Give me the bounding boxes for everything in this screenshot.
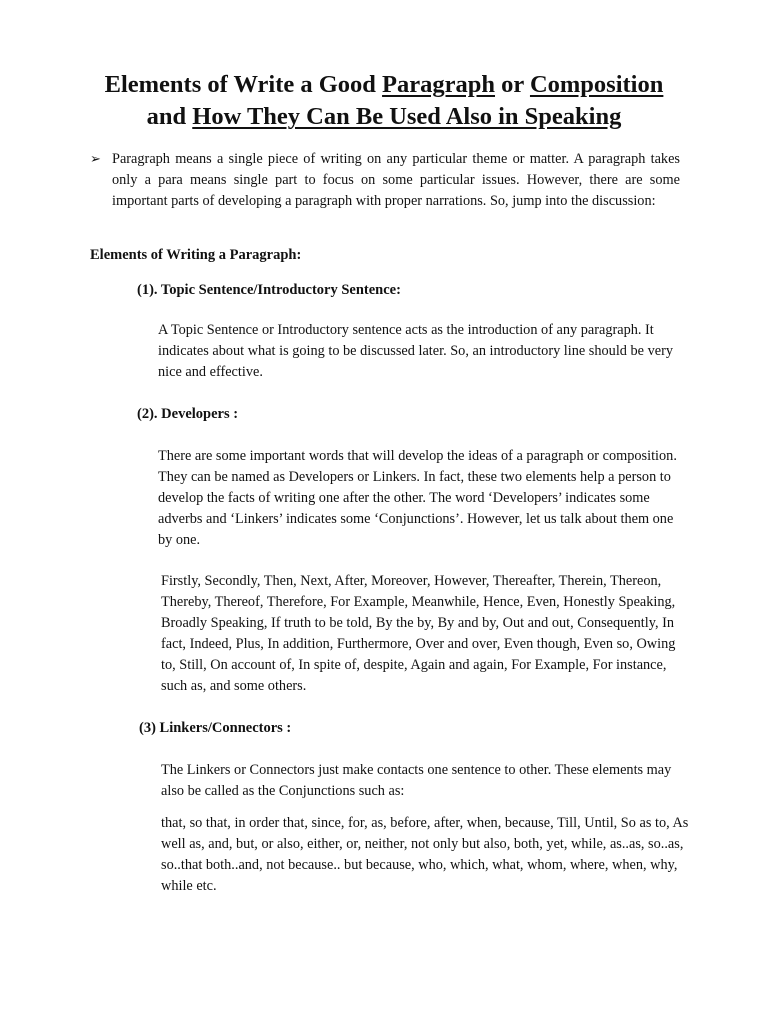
topic-sentence-paragraph: A Topic Sentence or Introductory sentence acts as the introduction of any paragraph. It indicates about what is going to be discussed later. So, an introductory line should be very nice and effective. [158,322,673,380]
title-text: and [146,103,193,130]
elements-heading: Elements of Writing a Paragraph: [90,247,302,263]
title-underlined-composition: Composition [529,71,664,98]
linkers-word-list: that, so that, in order that, since, for, as, before, after, when, because, Till, Until, So as to, As well as, and, but, or also, either, or, neither, not only but also, both, yet, while, as..as, so..as, so..that both..and, not because.. but because, who, which, what, whom, where, when, why, while etc. [161,815,689,894]
arrowhead-bullet-icon: ➢ [90,152,101,167]
developers-heading: (2). Developers : [137,406,239,422]
developers-word-list: Firstly, Secondly, Then, Next, After, Moreover, However, Thereafter, Therein, Thereon, Thereby, Thereof, Therefore, For Example, Meanwhile, Hence, Even, Honestly Speaking, Broadly Speaking, If truth to be told, By the by, By and by, Out and out, Consequently, In fact, Indeed, Plus, In addition, Furthermore, Over and over, Even though, Even so, Owing to, Still, On account of, In spite of, despite, Again and again, For Example, For instance, such as, and some others. [161,573,676,694]
linkers-paragraph: The Linkers or Connectors just make contacts one sentence to other. These elements may also be called as the Conjunctions such as: [161,762,672,799]
title-underlined-speaking: How They Can Be Used Also in Speaking [192,103,622,130]
title-text: or [495,71,530,98]
developers-paragraph: There are some important words that will develop the ideas of a paragraph or composition. They can be named as Developers or Linkers. In fact, these two elements help a person to develop the facts of writing one after the other. The word ‘Developers’ indicates some adverbs and ‘Linkers’ indicates some ‘Conjunctions’. However, let us talk about them one by one. [158,448,677,548]
title-line-1 [60,69,708,101]
intro-bullet [90,149,680,212]
title-line-2 [60,101,708,133]
title-underlined-paragraph: Paragraph [382,71,496,98]
topic-sentence-heading: (1). Topic Sentence/Introductory Sentence: [137,282,401,298]
intro-paragraph: Paragraph means a single piece of writing on any particular theme or matter. A paragraph takes only a para means single part to focus on some particular issues. However, there are some important parts of developing a paragraph with proper narrations. So, jump into the discussion: [112,151,680,209]
linkers-heading: (3) Linkers/Connectors : [139,720,292,736]
title-text: Elements of Write a Good [104,71,383,98]
